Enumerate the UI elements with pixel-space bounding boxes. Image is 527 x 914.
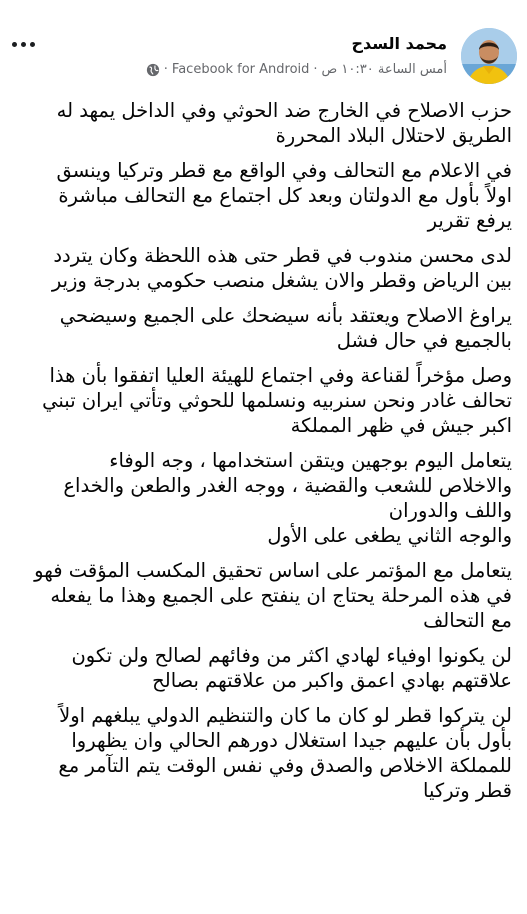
more-dot <box>21 42 26 47</box>
post-time[interactable]: أمس الساعة ١٠:٣٠ ص <box>321 62 447 77</box>
post-paragraph: حزب الاصلاح في الخارج ضد الحوثي وفي الداخل يمهد له الطريق لاحتلال البلاد المحررة <box>56 99 512 147</box>
meta-separator: · <box>163 62 168 77</box>
more-dot <box>30 42 35 47</box>
profile-photo-icon <box>461 28 517 84</box>
more-dot <box>12 42 17 47</box>
post-paragraph: لن يتركوا قطر لو كان ما كان والتنظيم الدولي يبلغهم اولاً بأول بأن عليهم جيدا استغلال دورهم الحالي وان يظهروا للمملكة الاخلاص والصدق وفي نفس الوقت يتم التآمر مع قطر وتركيا <box>58 704 512 802</box>
post-body <box>16 98 512 813</box>
more-options-icon[interactable] <box>8 34 38 54</box>
author-name[interactable]: محمد السدح <box>351 34 447 53</box>
post-paragraph: لن يكونوا اوفياء لهادي اكثر من وفائهم لصالح ولن تكون علاقتهم بهادي اعمق واكبر من علاقتهم بصالح <box>71 644 512 692</box>
globe-icon <box>146 63 160 77</box>
avatar[interactable] <box>461 28 517 84</box>
post-paragraph: يراوغ الاصلاح ويعتقد بأنه سيضحك على الجميع وسيضحي بالجميع في حال فشل <box>59 304 512 352</box>
post-paragraph: وصل مؤخراً لقناعة وفي اجتماع للهيئة العليا اتفقوا بأن هذا تحالف غادر ونحن سنربيه ونسلمها للحوثي وتأتي ايران تبني اكبر جيش في ظهر المملكة <box>42 364 512 437</box>
post-paragraph: في الاعلام مع التحالف وفي الواقع مع قطر وتركيا وينسق اولاً بأول مع الدولتان وبعد كل اجتماع مع التحالف مباشرة يرفع تقرير <box>56 159 512 232</box>
post-meta <box>146 62 447 77</box>
post-paragraph: يتعامل مع المؤتمر على اساس تحقيق المكسب المؤقت فهو في هذه المرحلة يحتاج ان ينفتح على الجميع وهذا ما يفعله مع التحالف <box>34 559 512 632</box>
post-header <box>0 0 527 92</box>
post-paragraph: لدى محسن مندوب في قطر حتى هذه اللحظة وكان يتردد بين الرياض وقطر والان يشغل منصب حكومي بدرجة وزير <box>51 244 512 292</box>
post-paragraph: يتعامل اليوم بوجهين ويتقن استخدامها ، وجه الوفاء والاخلاص للشعب والقضية ، ووجه الغدر والطعن والخداع واللف والدوران والوجه الثاني يطغى على الأول <box>63 449 512 547</box>
meta-separator: · <box>313 62 318 77</box>
post-source: Facebook for Android <box>171 62 310 77</box>
